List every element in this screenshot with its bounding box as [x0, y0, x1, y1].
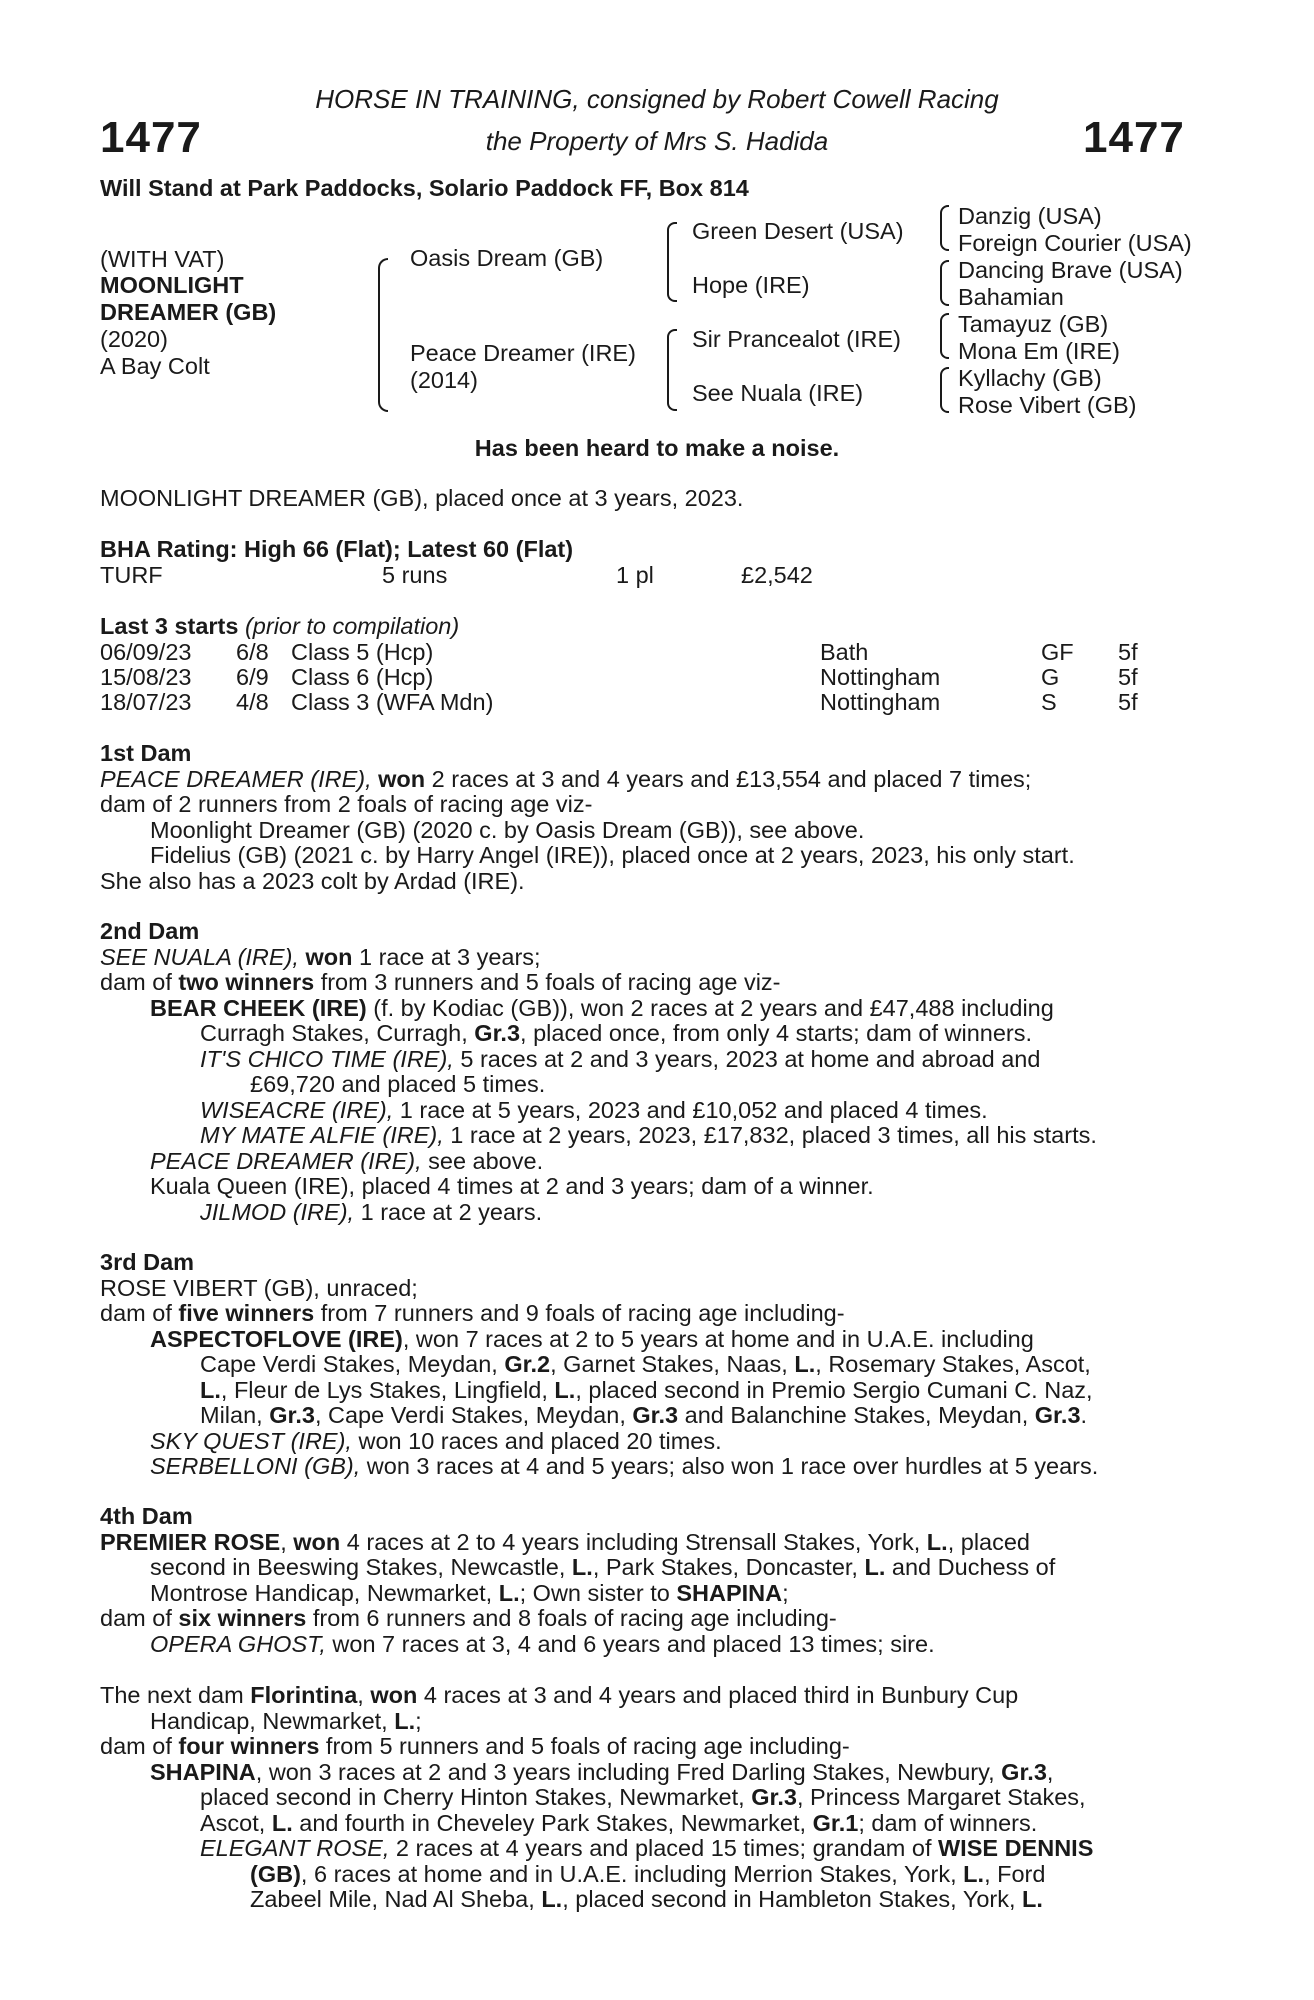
- horse-name: ASPECTOFLOVE (IRE): [150, 1325, 403, 1352]
- first-dam-section: [100, 741, 1204, 894]
- pedigree-dam-dam: See Nuala (IRE): [692, 380, 864, 406]
- produce-item: [100, 1836, 1204, 1862]
- property-line: the Property of Mrs S. Hadida: [485, 126, 829, 156]
- next-dam-section: [100, 1683, 1204, 1913]
- pedigree-brace-dd: [940, 367, 949, 413]
- dam-line-cont: [100, 1709, 1204, 1735]
- text: , placed once, from only 4 starts; dam of winners.: [520, 1020, 1033, 1046]
- dam-line: [100, 767, 1204, 793]
- produce-item-cont: [100, 1403, 1204, 1429]
- vat-note: (WITH VAT): [100, 246, 225, 272]
- text: , placed: [947, 1528, 1030, 1555]
- listed: L.: [498, 1579, 520, 1606]
- grade: Gr.1: [812, 1809, 859, 1836]
- text: , Park Stakes, Doncaster,: [592, 1554, 858, 1580]
- listed: L.: [926, 1528, 948, 1555]
- text: , placed second in Premio Sergio Cumani C. Naz,: [575, 1376, 1093, 1403]
- text: ,: [1046, 1758, 1054, 1785]
- text: 1 race at 2 years.: [360, 1198, 543, 1225]
- pedigree-sire-sire: Green Desert (USA): [692, 218, 904, 244]
- grade: Gr.3: [1001, 1758, 1047, 1785]
- section-heading: 4th Dam: [100, 1503, 193, 1529]
- bha-rating: BHA Rating: High 66 (Flat); Latest 60 (Flat): [100, 536, 574, 562]
- horse-description: A Bay Colt: [100, 353, 210, 379]
- noise-note: Has been heard to make a noise.: [474, 435, 840, 461]
- dam-line: ROSE VIBERT (GB), unraced;: [100, 1274, 418, 1301]
- text: dam of: [100, 1300, 172, 1326]
- summary-line: MOONLIGHT DREAMER (GB), placed once at 3 years, 2023.: [100, 485, 744, 511]
- text: and Balanchine Stakes, Meydan,: [684, 1402, 1029, 1428]
- dam-record: 1 race at 3 years;: [359, 943, 541, 970]
- text: dam of: [100, 1605, 172, 1631]
- pedigree-dss: Tamayuz (GB): [958, 311, 1109, 337]
- dam-name: PEACE DREAMER (IRE),: [100, 765, 372, 792]
- text: 1 race at 5 years, 2023 and £10,052 and placed 4 times.: [399, 1096, 988, 1123]
- pedigree-brace-main: [378, 258, 388, 412]
- winners-count: five winners: [178, 1300, 315, 1326]
- text: , Cape Verdi Stakes, Meydan,: [314, 1402, 626, 1428]
- pedigree-dam-sire: Sir Prancealot (IRE): [692, 326, 901, 352]
- listed: L.: [794, 1351, 816, 1377]
- last-starts-note: (prior to compilation): [244, 613, 460, 639]
- produce-item-cont: [100, 1862, 1204, 1888]
- dam-name: Florintina: [250, 1682, 358, 1708]
- listed: L.: [864, 1554, 886, 1580]
- lot-number-right: 1477: [1083, 113, 1185, 162]
- listed: L.: [200, 1376, 221, 1403]
- dam-line-cont: [100, 1555, 1204, 1581]
- produce-summary: dam of 2 runners from 2 foals of racing age viz-: [100, 791, 593, 817]
- listed: L.: [963, 1860, 985, 1887]
- text: Cape Verdi Stakes, Meydan,: [200, 1351, 498, 1377]
- produce-note: She also has a 2023 colt by Ardad (IRE).: [100, 867, 525, 894]
- text: Ascot,: [200, 1809, 266, 1836]
- race-class: Class 3 (WFA Mdn): [291, 689, 494, 715]
- pedigree-brace-dam: [667, 329, 677, 411]
- text: dam of: [100, 1733, 172, 1759]
- text: second in Beeswing Stakes, Newcastle,: [150, 1554, 566, 1580]
- race-position: 6/9: [236, 664, 269, 690]
- produce-summary: [100, 1606, 1204, 1632]
- winners-count: two winners: [178, 969, 315, 995]
- listed: L.: [271, 1809, 293, 1836]
- text: , Garnet Stakes, Naas,: [550, 1351, 788, 1377]
- race-going: GF: [1041, 639, 1074, 665]
- text: , Fleur de Lys Stakes, Lingfield,: [220, 1376, 548, 1403]
- grade: Gr.2: [504, 1351, 551, 1377]
- horse-name: ELEGANT ROSE,: [200, 1835, 390, 1861]
- race-date: 15/08/23: [100, 664, 192, 690]
- grade: Gr.3: [474, 1020, 521, 1046]
- produce-item-cont: [100, 1887, 1204, 1913]
- horse-name: OPERA GHOST,: [150, 1630, 326, 1657]
- race-course: Bath: [820, 639, 869, 665]
- race-going: S: [1041, 689, 1057, 715]
- pedigree-brace-sire: [667, 222, 677, 302]
- text: Curragh Stakes, Curragh,: [200, 1020, 468, 1046]
- grade: Gr.3: [632, 1402, 679, 1428]
- text: and Duchess of: [891, 1554, 1056, 1580]
- stand-location: Will Stand at Park Paddocks, Solario Paddock FF, Box 814: [100, 175, 749, 201]
- winners-count: six winners: [178, 1605, 307, 1631]
- produce-summary: [100, 1301, 1204, 1327]
- horse-name: JILMOD (IRE),: [200, 1198, 355, 1225]
- race-course: Nottingham: [820, 689, 941, 715]
- pedigree-sdd: Bahamian: [958, 284, 1064, 310]
- race-position: 4/8: [236, 689, 269, 715]
- text: The next dam: [100, 1682, 244, 1708]
- fourth-dam-section: [100, 1504, 1204, 1657]
- rating-earnings: £2,542: [741, 562, 813, 588]
- race-distance: 5f: [1118, 689, 1138, 715]
- grade: Gr.3: [269, 1402, 315, 1428]
- text: ;: [415, 1707, 422, 1734]
- produce-item: Moonlight Dreamer (GB) (2020 c. by Oasis Dream (GB)), see above.: [150, 816, 865, 843]
- produce-item-cont: £69,720 and placed 5 times.: [250, 1071, 546, 1097]
- text: , Ford: [984, 1860, 1046, 1887]
- text: , won 7 races at 2 to 5 years at home and in U.A.E. including: [402, 1325, 1034, 1352]
- pedigree-dam-year: (2014): [410, 367, 478, 393]
- text: , Rosemary Stakes, Ascot,: [815, 1351, 1091, 1377]
- produce-item-cont: [100, 1352, 1204, 1378]
- listed: L.: [1022, 1886, 1043, 1912]
- last-starts-title: [100, 614, 459, 640]
- text: Milan,: [200, 1402, 263, 1428]
- text: Montrose Handicap, Newmarket,: [150, 1579, 493, 1606]
- text: from 7 runners and 9 foals of racing age including-: [320, 1300, 845, 1326]
- pedigree-sss: Danzig (USA): [958, 203, 1102, 229]
- pedigree-brace-ss: [940, 205, 949, 251]
- race-class: Class 6 (Hcp): [291, 664, 434, 690]
- horse-name: (GB): [250, 1860, 301, 1887]
- produce-item-cont: [100, 1811, 1204, 1837]
- horse-name: SERBELLONI (GB),: [150, 1453, 361, 1479]
- lot-number-left: 1477: [100, 113, 202, 162]
- horse-name: IT'S CHICO TIME (IRE),: [200, 1045, 454, 1072]
- horse-name: BEAR CHEEK (IRE): [150, 994, 367, 1021]
- text: see above.: [428, 1147, 544, 1174]
- dam-line-cont: [100, 1581, 1204, 1607]
- pedigree-ssd: Foreign Courier (USA): [958, 230, 1192, 256]
- consignment-line: HORSE IN TRAINING, consigned by Robert Cowell Racing: [315, 84, 999, 114]
- text: , 6 races at home and in U.A.E. including Merrion Stakes, York,: [300, 1860, 957, 1887]
- rating-surface: TURF: [100, 562, 163, 588]
- text: placed second in Cherry Hinton Stakes, Newmarket,: [200, 1784, 745, 1810]
- text: from 3 runners and 5 foals of racing age viz-: [320, 969, 781, 995]
- text: 4 races at 2 to 4 years including Strensall Stakes, York,: [346, 1528, 921, 1555]
- dam-name: PREMIER ROSE: [100, 1528, 281, 1555]
- race-going: G: [1041, 664, 1060, 690]
- race-date: 18/07/23: [100, 689, 192, 715]
- race-course: Nottingham: [820, 664, 941, 690]
- horse-name: WISEACRE (IRE),: [200, 1096, 394, 1123]
- listed: L.: [394, 1707, 416, 1734]
- dam-name: SEE NUALA (IRE),: [100, 943, 299, 970]
- listed: L.: [541, 1886, 563, 1912]
- pedigree-sire-dam: Hope (IRE): [692, 272, 810, 298]
- horse-name: PEACE DREAMER (IRE),: [150, 1147, 422, 1174]
- text: , won 3 races at 2 and 3 years including Fred Darling Stakes, Newbury,: [255, 1758, 995, 1785]
- text: 5 races at 2 and 3 years, 2023 at home and abroad and: [460, 1045, 1041, 1072]
- produce-item: [100, 1047, 1204, 1073]
- produce-item-cont: [100, 1378, 1204, 1404]
- produce-item: [100, 1327, 1204, 1353]
- won-label: won: [293, 1528, 341, 1555]
- text: , Princess Margaret Stakes,: [796, 1784, 1086, 1810]
- pedigree-dds: Kyllachy (GB): [958, 365, 1102, 391]
- winners-count: four winners: [178, 1733, 320, 1759]
- race-distance: 5f: [1118, 664, 1138, 690]
- won-label: won: [378, 765, 426, 792]
- produce-item: [100, 1760, 1204, 1786]
- text: 2 races at 4 years and placed 15 times; grandam of: [395, 1835, 932, 1861]
- horse-name: SHAPINA: [150, 1758, 256, 1785]
- text: (f. by Kodiac (GB)), won 2 races at 2 years and £47,488 including: [373, 994, 1054, 1021]
- produce-item-cont: [100, 1021, 1204, 1047]
- produce-item: [100, 1098, 1204, 1124]
- won-label: won: [305, 943, 353, 970]
- race-distance: 5f: [1118, 639, 1138, 665]
- pedigree-brace-ds: [940, 313, 949, 359]
- text: won 3 races at 4 and 5 years; also won 1 race over hurdles at 5 years.: [366, 1453, 1099, 1479]
- race-class: Class 5 (Hcp): [291, 639, 434, 665]
- pedigree-ddd: Rose Vibert (GB): [958, 392, 1137, 418]
- text: 4 races at 3 and 4 years and placed third in Bunbury Cup: [423, 1682, 1019, 1708]
- horse-name: SHAPINA: [676, 1579, 783, 1606]
- produce-item-cont: [100, 1785, 1204, 1811]
- pedigree-sds: Dancing Brave (USA): [958, 257, 1183, 283]
- pedigree-sire: Oasis Dream (GB): [410, 245, 604, 271]
- dam-line: [100, 945, 1204, 971]
- pedigree-dam: Peace Dreamer (IRE): [410, 340, 636, 366]
- horse-name: MY MATE ALFIE (IRE),: [200, 1122, 444, 1148]
- text: .: [1080, 1402, 1088, 1428]
- horse-name-line2: DREAMER (GB): [100, 299, 277, 325]
- horse-name-line1: MOONLIGHT: [100, 272, 244, 298]
- section-heading: 2nd Dam: [100, 918, 200, 944]
- produce-item: [100, 1149, 1204, 1175]
- produce-summary: [100, 970, 1204, 996]
- text: won 10 races and placed 20 times.: [358, 1427, 722, 1454]
- text: from 6 runners and 8 foals of racing age including-: [312, 1605, 837, 1631]
- grade: Gr.3: [751, 1784, 797, 1810]
- grade: Gr.3: [1034, 1402, 1081, 1428]
- horse-name: WISE DENNIS: [938, 1835, 1094, 1861]
- produce-item: [100, 996, 1204, 1022]
- text: won 7 races at 3, 4 and 6 years and placed 13 times; sire.: [332, 1630, 935, 1657]
- dam-line: PREMIER ROSE, won 4 races at 2 to 4 years including Strensall Stakes, York, L., placed: [100, 1528, 1030, 1555]
- listed: L.: [571, 1554, 593, 1580]
- pedigree-brace-sd: [940, 260, 949, 306]
- rating-placed: 1 pl: [616, 562, 654, 588]
- rating-runs: 5 runs: [382, 562, 448, 588]
- horse-year: (2020): [100, 326, 168, 352]
- listed: L.: [554, 1376, 576, 1403]
- text: 1 race at 2 years, 2023, £17,832, placed 3 times, all his starts.: [450, 1122, 1097, 1148]
- dam-record: 2 races at 3 and 4 years and £13,554 and placed 7 times;: [431, 765, 1032, 792]
- race-date: 06/09/23: [100, 639, 192, 665]
- produce-item: Fidelius (GB) (2021 c. by Harry Angel (IRE)), placed once at 2 years, 2023, his only start.: [150, 842, 1075, 868]
- section-heading: 1st Dam: [100, 740, 192, 766]
- produce-summary: [100, 1734, 1204, 1760]
- produce-item: [100, 1123, 1204, 1149]
- text: and fourth in Cheveley Park Stakes, Newmarket,: [299, 1809, 807, 1836]
- third-dam-section: [100, 1250, 1204, 1480]
- text: Zabeel Mile, Nad Al Sheba,: [250, 1886, 535, 1912]
- dam-line: The next dam Florintina, won 4 races at 3 and 4 years and placed third in Bunbury Cup: [100, 1682, 1019, 1708]
- text: Handicap, Newmarket,: [150, 1707, 388, 1734]
- text: ;: [782, 1579, 789, 1606]
- text: ; dam of winners.: [858, 1809, 1038, 1836]
- section-heading: 3rd Dam: [100, 1249, 195, 1275]
- produce-item: [100, 1200, 1204, 1226]
- race-position: 6/8: [236, 639, 269, 665]
- won-label: won: [370, 1682, 418, 1708]
- produce-item: [100, 1454, 1204, 1480]
- text: from 5 runners and 5 foals of racing age including-: [325, 1733, 850, 1759]
- last-starts-heading: Last 3 starts: [100, 613, 239, 639]
- produce-item: [100, 1429, 1204, 1455]
- second-dam-section: [100, 919, 1204, 1225]
- text: dam of: [100, 969, 172, 995]
- produce-item: [100, 1632, 1204, 1658]
- horse-name: SKY QUEST (IRE),: [150, 1427, 352, 1454]
- text: , placed second in Hambleton Stakes, York,: [562, 1886, 1016, 1912]
- text: ; Own sister to: [519, 1579, 670, 1606]
- pedigree-dsd: Mona Em (IRE): [958, 338, 1120, 364]
- produce-item: Kuala Queen (IRE), placed 4 times at 2 and 3 years; dam of a winner.: [150, 1173, 874, 1199]
